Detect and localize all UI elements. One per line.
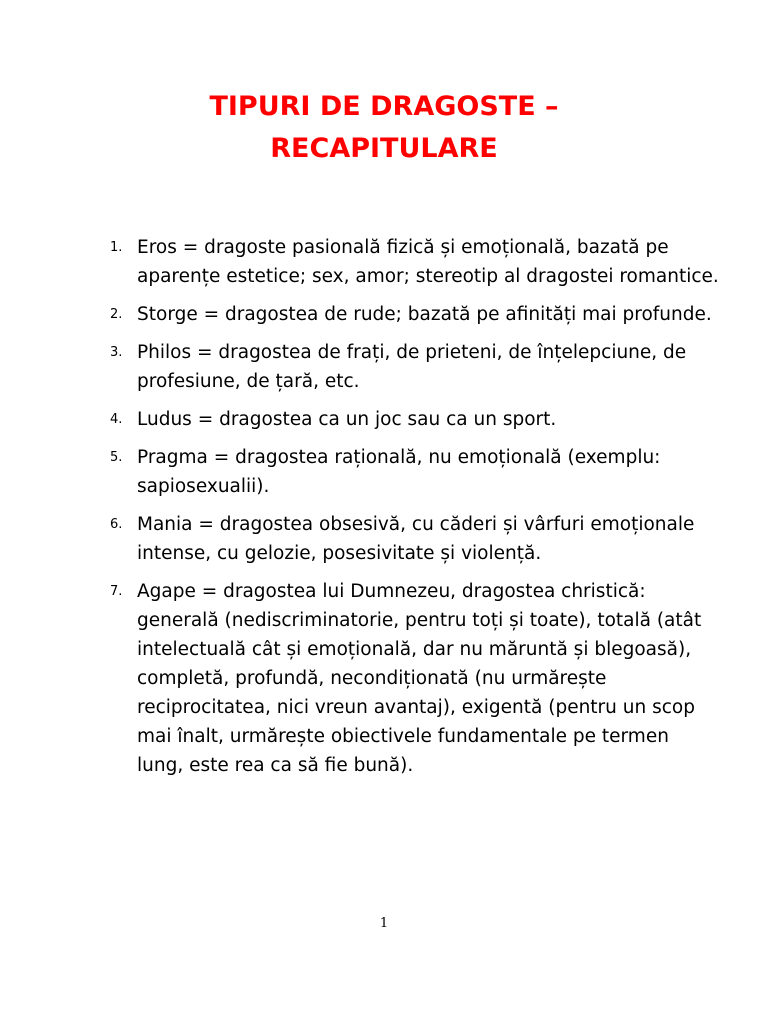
list-item-number: 3.: [110, 345, 123, 360]
list-item-number: 5.: [110, 450, 123, 465]
list-item-text: Philos = dragostea de frați, de prieteni, de înțelepciune, de profesiune, de țară, etc.: [137, 342, 687, 392]
list-item: [0, 405, 768, 434]
love-types-list: [0, 233, 768, 789]
list-item-text: Ludus = dragostea ca un joc sau ca un sport.: [137, 409, 557, 430]
list-item-text: Pragma = dragostea rațională, nu emoțională (exemplu: sapiosexualii).: [137, 447, 661, 497]
list-item-number: 4.: [110, 412, 123, 427]
list-item-number: 6.: [110, 517, 123, 532]
list-item: [0, 443, 768, 501]
list-item: [0, 300, 768, 329]
list-item-text: Eros = dragoste pasională fizică și emoțională, bazată pe aparențe estetice; sex, amor; stereotip al dragostei romantice.: [137, 237, 719, 287]
list-item-text: Agape = dragostea lui Dumnezeu, dragostea christică: generală (nediscriminatorie, pentru toți și toate), totală (atât intelectuală cât și emoțională, dar nu măruntă și blegoasă), completă, profundă, necondiționată (nu urmărește reciprocitatea, nici vreun avantaj), exigentă (pentru un scop mai înalt, urmărește obiectivele fundamentale pe termen lung, este rea ca să fie bună).: [137, 581, 702, 776]
list-item-number: 1.: [110, 240, 123, 255]
list-item: [0, 510, 768, 568]
list-item-number: 7.: [110, 584, 123, 599]
list-item: [0, 233, 768, 291]
title-line-2: RECAPITULARE: [270, 133, 498, 164]
list-item-text: Storge = dragostea de rude; bazată pe afinități mai profunde.: [137, 304, 712, 325]
document-title: [0, 86, 768, 170]
list-item-text: Mania = dragostea obsesivă, cu căderi și vârfuri emoționale intense, cu gelozie, posesivitate și violență.: [137, 514, 695, 564]
list-item-number: 2.: [110, 307, 123, 322]
list-item: [0, 338, 768, 396]
page-number: 1: [379, 916, 389, 931]
title-line-1: TIPURI DE DRAGOSTE –: [209, 91, 559, 122]
list-item: [0, 577, 768, 780]
